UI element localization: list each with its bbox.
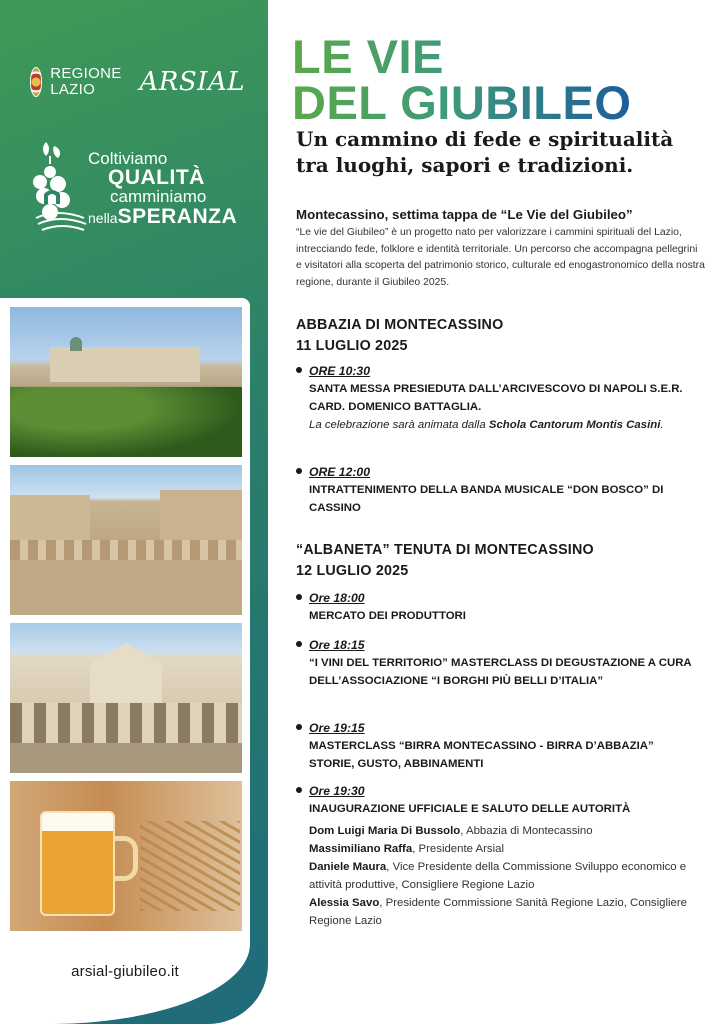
right-wing bbox=[160, 490, 242, 540]
abbey-hill-photo bbox=[10, 307, 242, 457]
day2-date: 12 LUGLIO 2025 bbox=[296, 563, 409, 579]
cloister-courtyard-photo bbox=[10, 465, 242, 615]
slogan-line-4b: SPERANZA bbox=[117, 205, 238, 228]
event-note-end: . bbox=[660, 419, 664, 431]
bullet-icon bbox=[296, 468, 302, 474]
day1-date: 11 LUGLIO 2025 bbox=[296, 338, 408, 354]
regione-lazio-line1: REGIONE bbox=[50, 65, 122, 82]
guest-name: Daniele Maura bbox=[309, 861, 387, 873]
wheat-stalks bbox=[140, 821, 240, 911]
event-item bbox=[296, 782, 696, 930]
bullet-icon bbox=[296, 641, 302, 647]
guest-role: , Abbazia di Montecassino bbox=[460, 825, 593, 837]
left-wing bbox=[10, 495, 90, 540]
event-note-text: La celebrazione sarà animata dalla bbox=[309, 419, 489, 431]
guest-name: Alessia Savo bbox=[309, 897, 380, 909]
regione-lazio-seal-icon bbox=[30, 67, 42, 97]
event-time: Ore 18:00 bbox=[309, 591, 365, 605]
slogan-text bbox=[88, 150, 237, 230]
arches bbox=[10, 703, 242, 743]
basilica-cloister-photo bbox=[10, 623, 242, 773]
bullet-icon bbox=[296, 367, 302, 373]
intro-body: “Le vie del Giubileo” è un progetto nato per valorizzare i cammini spirituali del Lazio, intrecciando fede, folklore e identità territoriale. Un percorso che accompagna pellegrini e visitatori alla scoperta del patrimonio storico, culturale ed enogastronomico della nostra regione, durante il Giubileo 2025. bbox=[296, 227, 705, 288]
page-subtitle bbox=[296, 126, 706, 178]
event-description: INTRATTENIMENTO DELLA BANDA MUSICALE “DON BOSCO” DI CASSINO bbox=[309, 484, 664, 514]
guest-entry bbox=[309, 894, 696, 930]
event-item bbox=[296, 362, 696, 434]
bullet-icon bbox=[296, 787, 302, 793]
arsial-logo: ARSIAL bbox=[139, 67, 245, 97]
title-line-2: DEL GIUBILEO bbox=[292, 76, 632, 129]
left-panel bbox=[0, 0, 268, 1024]
event-description: MASTERCLASS “BIRRA MONTECASSINO - BIRRA D’ABBAZIA” STORIE, GUSTO, ABBINAMENTI bbox=[309, 740, 654, 770]
day1-heading bbox=[296, 315, 503, 357]
page-title bbox=[292, 30, 632, 129]
event-description: “I VINI DEL TERRITORIO” MASTERCLASS DI DEGUSTAZIONE A CURA DELL’ASSOCIAZIONE “I BORGHI PIÙ BELLI D’ITALIA” bbox=[309, 657, 692, 687]
guest-role: , Vice Presidente della Commissione Sviluppo economico e attività produttive, Consigliere Regione Lazio bbox=[309, 861, 687, 891]
event-item bbox=[296, 636, 696, 690]
event-item bbox=[296, 589, 696, 625]
subtitle-line-1: Un cammino di fede e spiritualità bbox=[296, 127, 674, 151]
basilica-facade bbox=[90, 643, 162, 703]
day2-place: “ALBANETA” TENUTA DI MONTECASSINO bbox=[296, 542, 594, 558]
guest-entry bbox=[309, 840, 696, 858]
guest-name: Dom Luigi Maria Di Bussolo bbox=[309, 825, 461, 837]
event-item bbox=[296, 463, 696, 517]
abbey-dome bbox=[70, 337, 82, 351]
event-note bbox=[309, 416, 696, 434]
day2-heading bbox=[296, 540, 594, 582]
slogan-line-4 bbox=[88, 206, 237, 230]
slogan-emblem bbox=[28, 138, 258, 238]
abbey-building bbox=[50, 347, 200, 382]
slogan-line-1: Coltiviamo bbox=[88, 149, 168, 168]
title-line-1: LE VIE bbox=[292, 30, 444, 83]
intro-heading: Montecassino, settima tappa de “Le Vie del Giubileo” bbox=[296, 207, 633, 222]
event-description: MERCATO DEI PRODUTTORI bbox=[309, 610, 466, 622]
beer-mug-photo bbox=[10, 781, 242, 931]
day1-place: ABBAZIA DI MONTECASSINO bbox=[296, 317, 504, 333]
mug-handle bbox=[114, 836, 138, 881]
event-time: Ore 18:15 bbox=[309, 638, 365, 652]
courtyard-floor bbox=[10, 560, 242, 615]
bullet-icon bbox=[296, 594, 302, 600]
subtitle-line-2: tra luoghi, sapori e tradizioni. bbox=[296, 153, 634, 177]
event-time: Ore 19:15 bbox=[309, 721, 365, 735]
event-item bbox=[296, 719, 696, 773]
slogan-line-3: camminiamo bbox=[110, 187, 207, 206]
cloister-floor bbox=[10, 743, 242, 773]
beer-mug bbox=[40, 811, 115, 916]
regione-lazio-logo bbox=[50, 66, 121, 98]
event-description: SANTA MESSA PRESIEDUTA DALL’ARCIVESCOVO DI NAPOLI S.E.R. CARD. DOMENICO BATTAGLIA. bbox=[309, 383, 683, 413]
arcade bbox=[10, 540, 242, 560]
slogan-line-2: QUALITÀ bbox=[108, 166, 205, 189]
trees bbox=[10, 387, 242, 457]
guest-entry bbox=[309, 858, 696, 894]
guest-entry bbox=[309, 822, 696, 840]
event-time: ORE 10:30 bbox=[309, 364, 370, 378]
guest-role: , Presidente Arsial bbox=[412, 843, 504, 855]
bullet-icon bbox=[296, 724, 302, 730]
event-note-choir: Schola Cantorum Montis Casini bbox=[488, 419, 661, 431]
slogan-line-4a: nella bbox=[88, 210, 118, 226]
event-time: ORE 12:00 bbox=[309, 465, 370, 479]
guest-name: Massimiliano Raffa bbox=[309, 843, 413, 855]
event-time: Ore 19:30 bbox=[309, 784, 365, 798]
event-description: INAUGURAZIONE UFFICIALE E SALUTO DELLE AUTORITÀ bbox=[309, 803, 631, 815]
logo-bar bbox=[30, 60, 245, 104]
regione-lazio-line2: LAZIO bbox=[50, 81, 96, 98]
website-link[interactable]: arsial-giubileo.it bbox=[71, 963, 179, 980]
guest-role: , Presidente Commissione Sanità Regione Lazio, Consigliere Regione Lazio bbox=[309, 897, 688, 927]
